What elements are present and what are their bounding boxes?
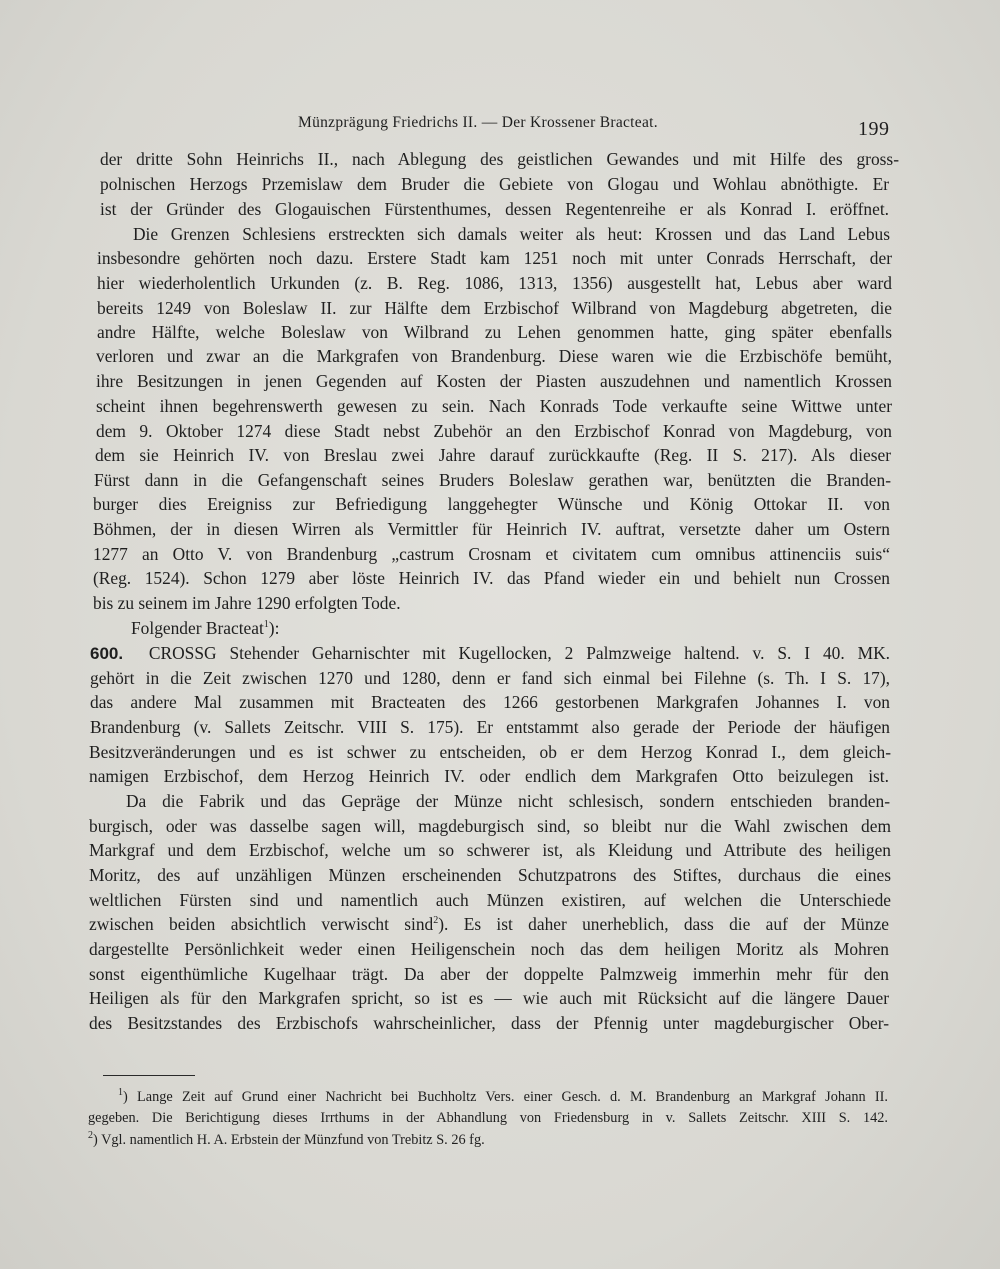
text-line: Heiligen als für den Markgrafen spricht, so ist es — wie auch mit Rücksicht auf die längere Dauer <box>89 988 889 1008</box>
text-line: ihre Besitzungen in jenen Gegenden auf Kosten der Piasten auszudehnen und namentlich Krossen <box>96 371 892 391</box>
footnote-separator <box>103 1075 195 1076</box>
text-line: bereits 1249 von Boleslaw II. zur Hälfte dem Erzbischof Wilbrand von Magdeburg abgetreten, die <box>97 298 892 318</box>
text-line-with-note <box>89 912 889 936</box>
text-line: polnischen Herzogs Przemislaw dem Bruder die Gebiete von Glogau und Wohlau abnöthigte. Er <box>100 174 889 194</box>
footnote-mark-1: 1 <box>263 619 269 631</box>
footnote-1-line-2: gegeben. Die Berichtigung dieses Irrthums in der Abhandlung von Friedensburg in v. Sallets Zeitschr. XIII S. 142. <box>88 1110 888 1126</box>
text-line: verloren und zwar an die Markgrafen von Brandenburg. Diese waren wie die Erzbischöfe bemüht, <box>96 346 892 366</box>
text-line: sonst eigenthümliche Kugelhaar trägt. Da aber der doppelte Palmzweig immerhin mehr für den <box>89 964 889 984</box>
intro-suffix: ): <box>268 618 280 638</box>
text-line: 1277 an Otto V. von Brandenburg „castrum Crosnam et civitatem cum omnibus attinenciis suis“ <box>93 544 890 564</box>
text-line: gehört in die Zeit zwischen 1270 und 1280, denn er fand sich einmal bei Filehne (s. Th. I S. 17), <box>90 668 890 688</box>
footnote-2-text: ) Vgl. namentlich H. A. Erbstein der Münzfund von Trebitz S. 26 fg. <box>93 1132 485 1148</box>
text-line: weltlichen Fürsten sind und namentlich auch Münzen existiren, auf welchen die Unterschiede <box>89 890 891 910</box>
text-line: Besitzveränderungen und es ist schwer zu entscheiden, ob er dem Herzog Konrad I., dem gleich- <box>89 742 891 762</box>
intro-text: Folgender Bracteat <box>131 618 264 638</box>
text-line: scheint ihnen begehrenswerth gewesen zu sein. Nach Konrads Tode verkaufte seine Wittwe unter <box>96 396 892 416</box>
catalogue-entry-line <box>90 641 890 666</box>
text-line: hier wiederholentlich Urkunden (z. B. Reg. 1086, 1313, 1356) ausgestellt hat, Lebus aber ward <box>97 273 892 293</box>
text-before-note: zwischen beiden absichtlich verwischt sind <box>89 914 434 934</box>
page-number: 199 <box>858 118 890 140</box>
text-line: ist der Gründer des Glogauischen Fürstenthumes, dessen Regentenreihe er als Konrad I. eröffnet. <box>100 199 889 219</box>
footnote-2 <box>88 1130 688 1150</box>
text-line: Die Grenzen Schlesiens erstreckten sich damals weiter als heut: Krossen und das Land Lebus <box>133 224 890 244</box>
text-after-note: ). Es ist daher unerheblich, dass die auf der Münze <box>438 914 890 934</box>
footnote-2-mark: 2 <box>88 1130 93 1142</box>
text-line: das andere Mal zusammen mit Bracteaten des 1266 gestorbenen Markgrafen Johannes I. von <box>90 692 890 712</box>
entry-description: CROSSG Stehender Geharnischter mit Kugellocken, 2 Palmzweige haltend. v. S. I 40. MK. <box>148 643 890 663</box>
footnote-mark-2: 2 <box>433 915 439 927</box>
text-line: Fürst dann in die Gefangenschaft seines Bruders Boleslaw gerathen war, benützten die Branden- <box>94 470 891 490</box>
text-line: dem 9. Oktober 1274 diese Stadt nebst Zubehör an den Erzbischof Konrad von Magdeburg, von <box>96 421 892 441</box>
text-line: (Reg. 1524). Schon 1279 aber löste Heinrich IV. das Pfand wieder ein und behielt nun Crossen <box>93 568 890 588</box>
text-line: Brandenburg (v. Sallets Zeitschr. VIII S. 175). Er entstammt also gerade der Periode der häufigen <box>90 717 890 737</box>
footnote-1-mark: 1 <box>118 1087 123 1099</box>
text-line: Da die Fabrik und das Gepräge der Münze nicht schlesisch, sondern entschieden branden- <box>126 791 890 811</box>
text-line: des Besitzstandes des Erzbischofs wahrscheinlicher, dass der Pfennig unter magdeburgischer Ober- <box>89 1013 889 1033</box>
text-line: insbesondre gehörten noch dazu. Erstere Stadt kam 1251 noch mit unter Conrads Herrschaft, der <box>97 248 892 268</box>
text-line: bis zu seinem im Jahre 1290 erfolgten Tode. <box>93 593 401 613</box>
text-line: Moritz, des auf unzähligen Münzen erscheinenden Schutzpatrons des Stiftes, durchaus die eines <box>89 865 891 885</box>
entry-number: 600. <box>90 644 124 663</box>
text-line: dargestellte Persönlichkeit weder einen Heiligenschein noch das dem heiligen Moritz als Mohren <box>89 939 889 959</box>
text-line: der dritte Sohn Heinrichs II., nach Ablegung des geistlichen Gewandes und mit Hilfe des gross- <box>100 149 899 169</box>
running-header: Münzprägung Friedrichs II. — Der Krossener Bracteat. <box>298 114 658 131</box>
text-line: namigen Erzbischof, dem Herzog Heinrich IV. oder endlich dem Markgrafen Otto beizulegen ist. <box>89 766 889 786</box>
text-line: burger dies Ereigniss zur Befriedigung langgehegter Wünsche und König Ottokar II. von <box>93 494 890 514</box>
text-line: Böhmen, der in diesen Wirren als Vermittler für Heinrich IV. auftrat, versetzte daher um Ostern <box>93 519 890 539</box>
footnote-1-line-1 <box>118 1087 888 1107</box>
text-line: burgisch, oder was dasselbe sagen will, magdeburgisch sind, so bleibt nur die Wahl zwischen dem <box>89 816 891 836</box>
intro-line <box>131 616 531 640</box>
text-line: Markgraf und dem Erzbischof, welche um so schwerer ist, als Kleidung und Attribute des heiligen <box>89 840 891 860</box>
text-line: andre Hälfte, welche Boleslaw von Wilbrand zu Lehen genommen hatte, ging später ebenfalls <box>97 322 892 342</box>
text-line: dem sie Heinrich IV. von Breslau zwei Jahre darauf zurückkaufte (Reg. II S. 217). Als dieser <box>95 445 891 465</box>
footnote-1-text: ) Lange Zeit auf Grund einer Nachricht bei Buchholtz Vers. einer Gesch. d. M. Brandenburg an Markgraf Johann II. <box>123 1089 888 1105</box>
